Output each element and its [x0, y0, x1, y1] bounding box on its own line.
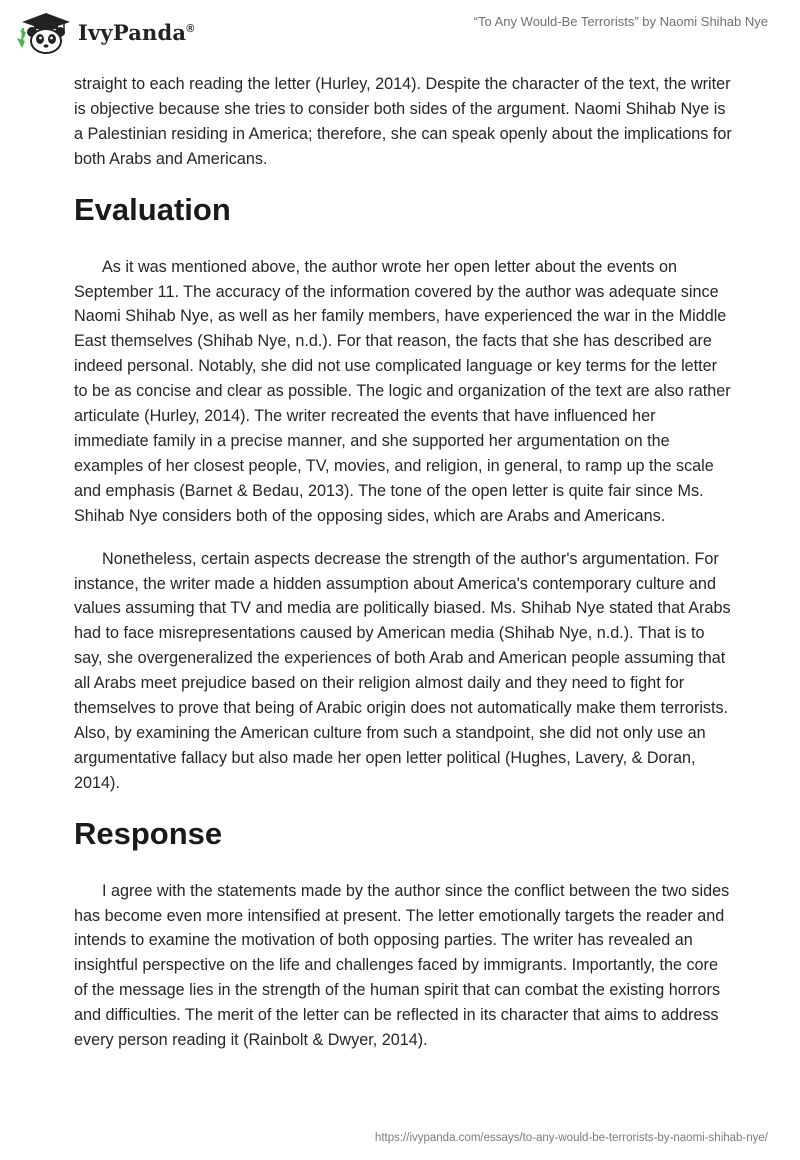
panda-graduate-icon [14, 8, 74, 56]
page-header [0, 0, 800, 64]
essay-body [74, 72, 734, 1053]
logo-text: IvyPanda® [78, 19, 195, 45]
source-url[interactable]: https://ivypanda.com/essays/to-any-would-be-terrorists-by-naomi-shihab-nye/ [374, 1132, 768, 1144]
section-heading-evaluation: Evaluation [74, 191, 231, 227]
response-paragraph-1: I agree with the statements made by the author since the conflict between the two sides has become even more intensified at present. The letter emotionally targets the reader and intends to examine the motivation of both opposing parties. The writer has revealed an insightful perspective on the life and challenges faced by immigrants. Importantly, the core of the message lies in the strength of the human spirit that can combat the existing horrors and difficulties. The merit of the letter can be reflected in its character that aims to address every person reading it (Rainbolt & Dwyer, 2014). [74, 881, 730, 1050]
evaluation-paragraph-2: Nonetheless, certain aspects decrease the strength of the author's argumentation. For instance, the writer made a hidden assumption about America's contemporary culture and values assuming that TV and media are politically biased. Ms. Shihab Nye stated that Arabs had to face misrepresentations caused by American media (Shihab Nye, n.d.). That is to say, she overgeneralized the experiences of both Arab and American people assuming that all Arabs meet prejudice based on their religion almost daily and they need to fight for themselves to prove that being of Arabic origin does not automatically make them terrorists. Also, by examining the American culture from such a standpoint, she did not only use an argumentative fallacy but also made her open letter political (Hughes, Lavery, & Doran, 2014). [74, 549, 731, 792]
section-heading-response: Response [74, 815, 223, 851]
registered-mark: ® [186, 22, 195, 35]
document-title: “To Any Would-Be Terrorists” by Naomi Shihab Nye [473, 14, 768, 29]
evaluation-paragraph-1: As it was mentioned above, the author wrote her open letter about the events on September 11. The accuracy of the information covered by the author was adequate since Naomi Shihab Nye, as well as her family members, have experienced the war in the Middle East themselves (Shihab Nye, n.d.). For that reason, the facts that she has described are indeed personal. Notably, she did not use complicated language or key terms for the letter to be as concise and clear as possible. The logic and organization of the text are also rather articulate (Hurley, 2014). The writer recreated the events that have influenced her immediate family in a precise manner, and she supported her argumentation on the examples of her closest people, TV, movies, and religion, in general, to ramp up the scale and emphasis (Barnet & Bedau, 2013). The tone of the open letter is quite fair since Ms. Shihab Nye considers both of the opposing sides, which are Arabs and Americans. [74, 257, 731, 525]
intro-paragraph: straight to each reading the letter (Hurley, 2014). Despite the character of the text, the writer is objective because she tries to consider both sides of the argument. Naomi Shihab Nye is a Palestinian residing in America; therefore, she can speak openly about the implications for both Arabs and Americans. [74, 75, 732, 168]
ivypanda-logo[interactable] [14, 8, 195, 56]
